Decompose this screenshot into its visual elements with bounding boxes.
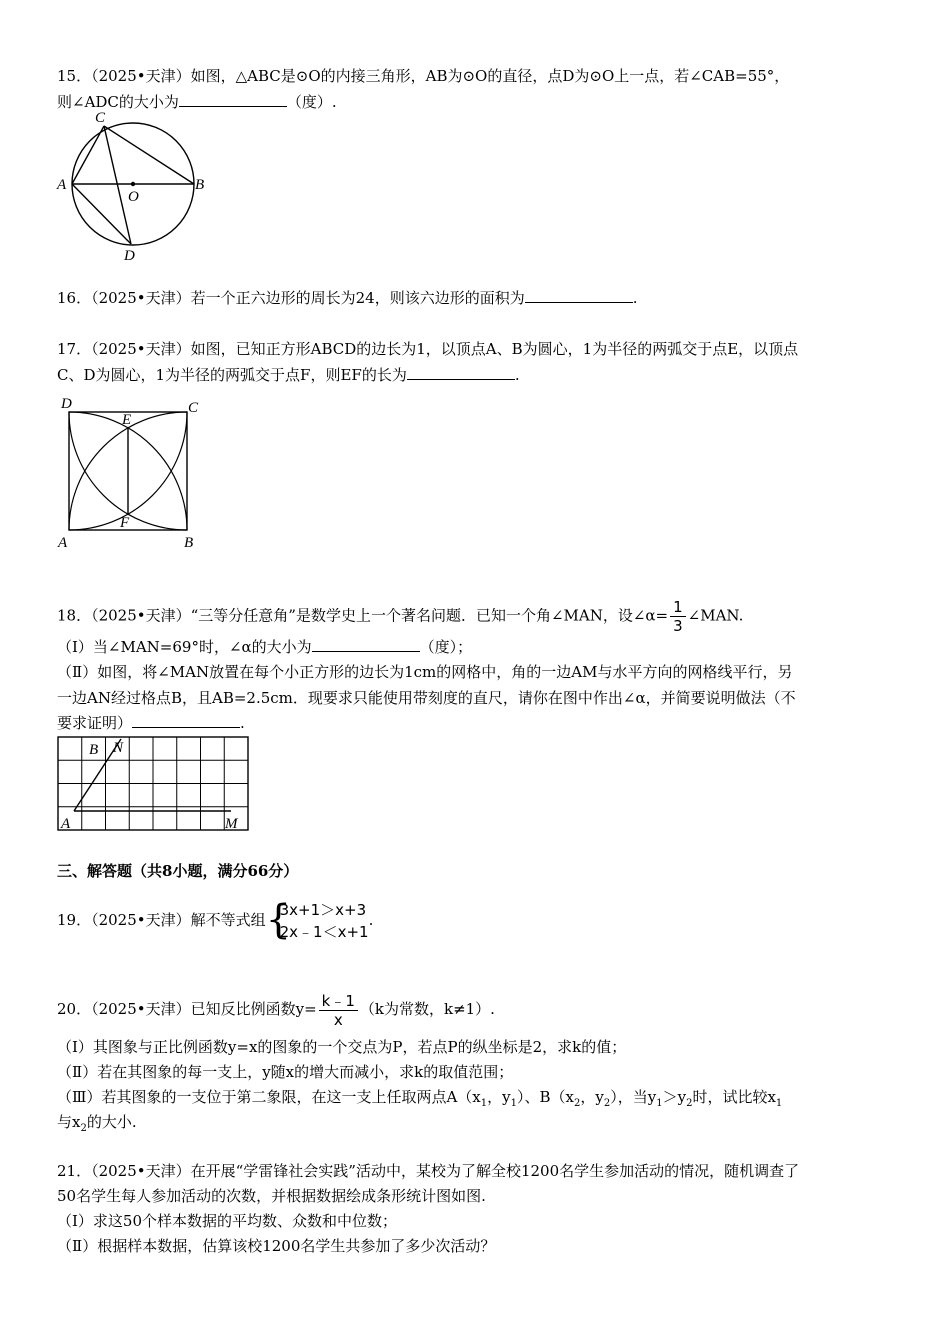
q18-frac-den: 3: [673, 617, 683, 635]
q21-part2: （Ⅱ）根据样本数据，估算该校1200名学生共参加了多少次活动？: [57, 1237, 496, 1255]
q20-part1: （Ⅰ）其图象与正比例函数y=x的图象的一个交点为P，若点P的纵坐标是2，求k的值；: [57, 1038, 627, 1056]
q18-line1-suffix: ∠MAN.: [687, 606, 744, 625]
q20-frac-den: x: [333, 1010, 343, 1029]
q18-line1-text: 18．（2025•天津）“三等分任意角”是数学史上一个著名问题．已知一个角∠MAN，设∠α=: [57, 606, 669, 625]
q20-part3-g: 时，试比较x: [692, 1088, 776, 1106]
q20-fraction: [319, 992, 358, 1029]
q20-part3-c: ）、B（x: [517, 1088, 574, 1106]
q18-line1: [57, 598, 743, 635]
q19-text: 19．（2025•天津）解不等式组: [57, 911, 266, 929]
q20-part3-line2-b: 的大小.: [86, 1113, 137, 1131]
q20-part3-line2: [57, 1112, 137, 1139]
q17-line1: 17．（2025•天津）如图，已知正方形ABCD的边长为1，以顶点A、B为圆心，1为半径的两弧交于点E，以顶点: [57, 340, 799, 358]
q20-sub-y1b: 1: [656, 1098, 663, 1109]
q15-label-b: B: [195, 177, 205, 193]
q21-part1: （Ⅰ）求这50个样本数据的平均数、众数和中位数；: [57, 1212, 398, 1230]
q21-line1: 21．（2025•天津）在开展“学雷锋社会实践”活动中，某校为了解全校1200名学生参加活动的情况，随机调查了: [57, 1162, 800, 1180]
q15-label-c: C: [95, 110, 106, 126]
q20-part3: [57, 1087, 782, 1114]
q18-part1: [57, 637, 472, 657]
q17-square-figure: [54, 390, 214, 555]
q15-circle-figure: [54, 108, 214, 268]
q17-answer-blank: [407, 365, 515, 380]
q20-part3-e: ），当y: [610, 1088, 657, 1106]
q15-line2-text: 则∠ADC的大小为: [57, 93, 179, 111]
q18-part1-text: （Ⅰ）当∠MAN=69°时，∠α的大小为: [57, 638, 312, 656]
q20-sub-x2: 2: [573, 1098, 581, 1109]
q16-suffix: .: [632, 289, 638, 307]
q18-fraction: [670, 598, 686, 635]
q18-part2-blank: [132, 713, 240, 728]
q16-text: 16．（2025•天津）若一个正六边形的周长为24，则该六边形的面积为: [57, 289, 525, 307]
q18-label-a: A: [61, 816, 71, 832]
q17-label-c: C: [188, 400, 199, 416]
q20-line1: [57, 989, 495, 1029]
q20-sub-y2b: 2: [686, 1098, 693, 1109]
q17-label-f: F: [120, 515, 130, 531]
q15-label-d: D: [124, 248, 135, 264]
q19-line: [57, 898, 373, 943]
q18-part2-line3-suffix: .: [240, 714, 245, 732]
q20-sub-y1: 1: [510, 1098, 517, 1109]
q18-part2-line2: 一边AN经过格点B，且AB=2.5cm．现要求只能使用带刻度的直尺，请你在图中作出∠α，并简要说明做法（不: [57, 689, 796, 707]
q19-inequality-system: [266, 899, 369, 943]
q18-label-n: N: [113, 740, 124, 756]
q20-part3-f: ＞y: [662, 1088, 687, 1106]
q20-sub-x1b: 1: [775, 1098, 783, 1109]
q18-part1-blank: [312, 637, 420, 652]
q15-answer-blank: [179, 92, 287, 107]
q18-frac-num: 1: [670, 598, 686, 617]
q20-part3-b: ，y: [487, 1088, 511, 1106]
q17-label-a: A: [58, 535, 68, 551]
q15-label-a: A: [57, 177, 67, 193]
q17-line2: [57, 365, 520, 385]
q21-line2: 50名学生每人参加活动的次数，并根据数据绘成条形统计图如图.: [57, 1187, 486, 1205]
q17-label-e: E: [122, 412, 132, 428]
q20-line1-text: 20．（2025•天津）已知反比例函数y=: [57, 1000, 317, 1018]
q16-answer-blank: [525, 288, 633, 303]
q18-part2-line1: （Ⅱ）如图，将∠MAN放置在每个小正方形的边长为1cm的网格中，角的一边AM与水平方向的网格线平行，另: [57, 663, 793, 681]
q20-line1-suffix: （k为常数，k≠1）.: [359, 1000, 495, 1018]
q19-suffix: .: [368, 911, 374, 929]
q20-part3-d: ，y: [580, 1088, 604, 1106]
q18-part2-line3-text: 要求证明）: [57, 714, 133, 732]
q20-sub-y2: 2: [603, 1098, 611, 1109]
q19-row2: 2x﹣1＜x+1: [279, 923, 369, 941]
q15-label-o: O: [128, 189, 139, 205]
section3-title: 三、解答题（共8小题，满分66分）: [57, 862, 299, 880]
q20-part2: （Ⅱ）若在其图象的每一支上，y随x的增大而减小，求k的取值范围；: [57, 1063, 514, 1081]
q16-line: [57, 288, 637, 308]
q15-line1: 15．（2025•天津）如图，△ABC是⊙O的内接三角形，AB为⊙O的直径，点D为⊙O上一点，若∠CAB=55°，: [57, 67, 790, 85]
q18-label-b: B: [89, 742, 99, 758]
q18-part2-line3: [57, 713, 245, 733]
q20-frac-num: k﹣1: [319, 992, 358, 1011]
q18-grid-figure: [55, 734, 251, 834]
q17-line2-text: C、D为圆心，1为半径的两弧交于点F，则EF的长为: [57, 366, 407, 384]
q20-part3-a: （Ⅲ）若其图象的一支位于第二象限，在这一支上任取两点A（x: [57, 1088, 481, 1106]
q20-sub-x2b: 2: [80, 1123, 87, 1134]
q19-row1: 3x+1＞x+3: [279, 901, 367, 919]
q15-line2-suffix: （度）.: [286, 93, 337, 111]
q18-part1-suffix: （度）；: [419, 638, 473, 656]
q20-part3-line2-a: 与x: [57, 1113, 81, 1131]
q18-label-m: M: [225, 816, 238, 832]
q19-brace: {: [265, 897, 292, 943]
q17-label-b: B: [184, 535, 194, 551]
q20-sub-x1: 1: [480, 1098, 488, 1109]
q17-label-d: D: [61, 396, 72, 412]
q17-line2-suffix: .: [514, 366, 520, 384]
